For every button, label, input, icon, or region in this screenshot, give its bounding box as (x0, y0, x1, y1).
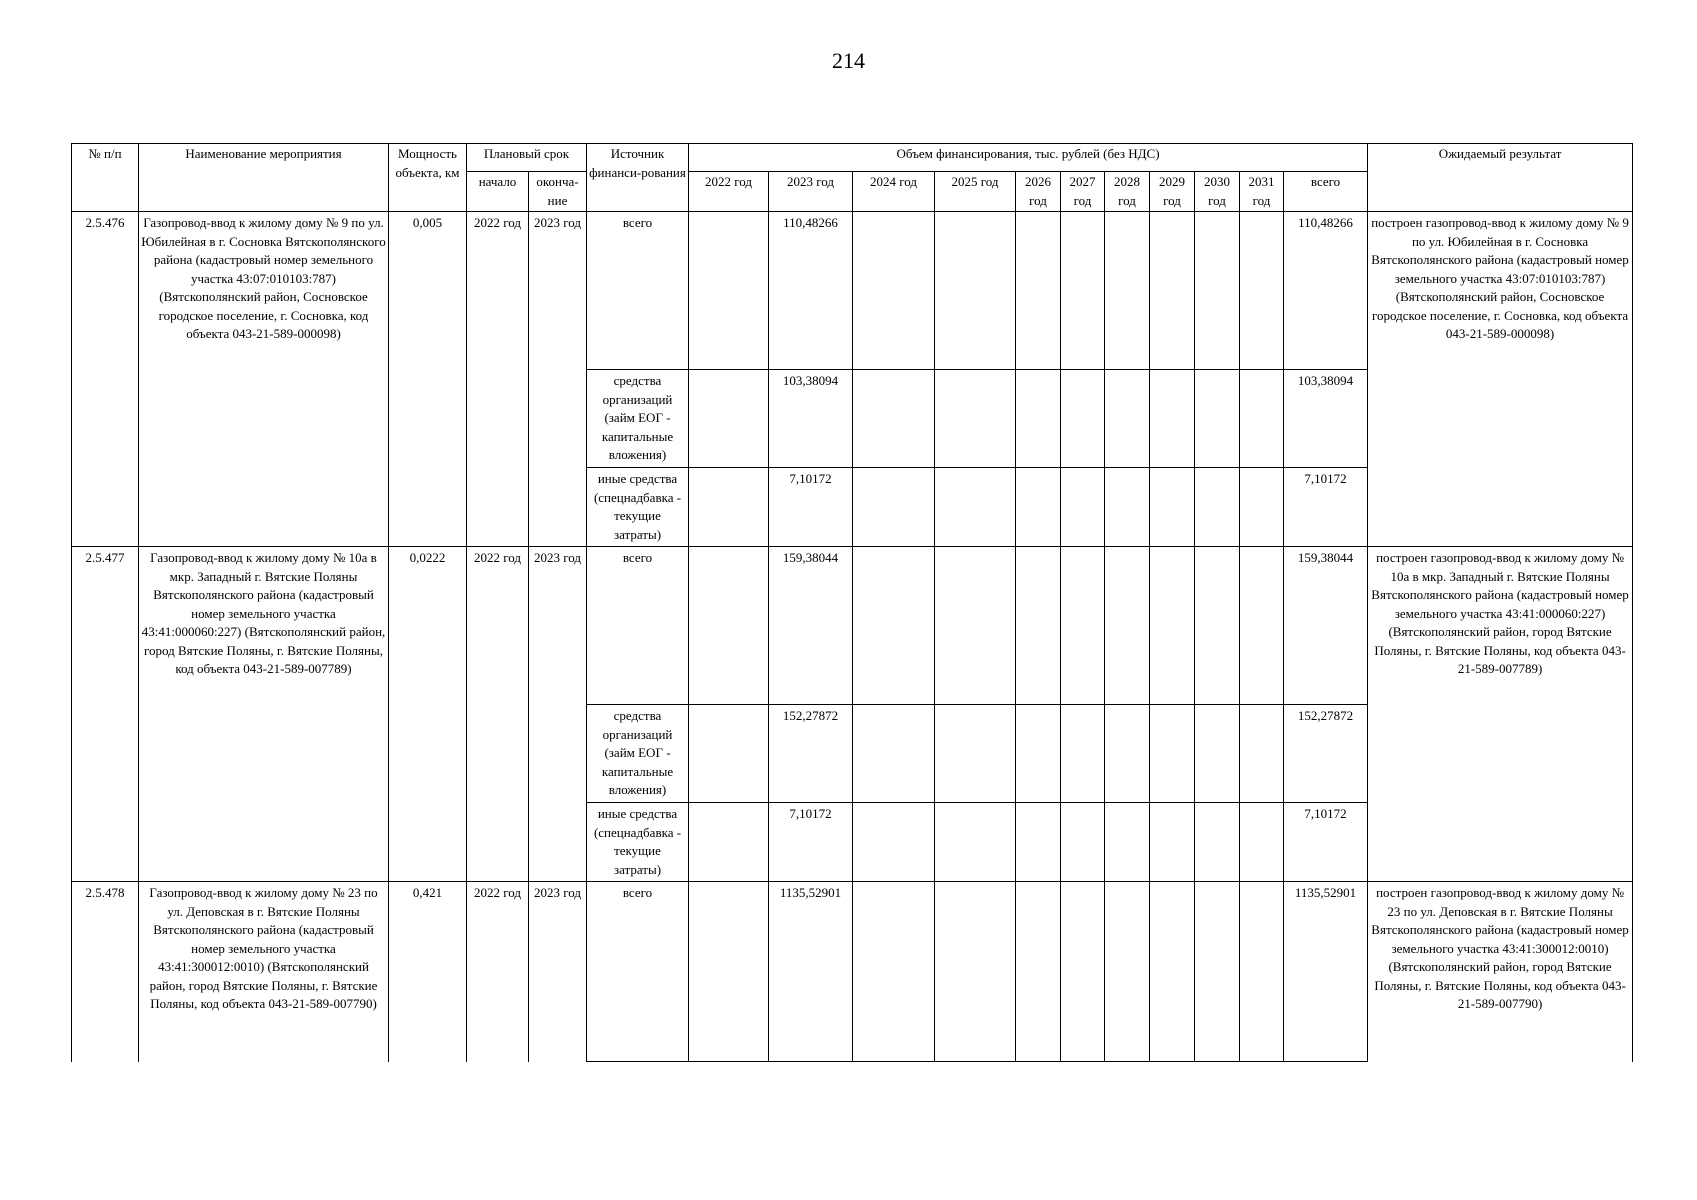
header-year: 2026 год (1016, 172, 1061, 212)
row-start: 2022 год (467, 212, 529, 547)
source-label: средства организаций (займ ЕОГ - капитальные вложения) (587, 705, 689, 803)
header-year: 2031 год (1240, 172, 1284, 212)
header-year: 2030 год (1195, 172, 1240, 212)
header-year: 2025 год (935, 172, 1016, 212)
value-total: 152,27872 (1284, 705, 1368, 803)
row-power: 0,421 (389, 882, 467, 1062)
row-end: 2023 год (529, 882, 587, 1062)
header-year: 2024 год (853, 172, 935, 212)
header-total: всего (1284, 172, 1368, 212)
value-2023: 1135,52901 (769, 882, 853, 1062)
source-label: иные средства (спецнадбавка - текущие затраты) (587, 803, 689, 882)
source-label: всего (587, 212, 689, 370)
row-num: 2.5.478 (72, 882, 139, 1062)
value-total: 7,10172 (1284, 468, 1368, 547)
value-2023: 110,48266 (769, 212, 853, 370)
row-name: Газопровод-ввод к жилому дому № 23 по ул. Деповская в г. Вятские Поляны Вятскополянского района (кадастровый номер земельного участка 43:41:300012:0010) (Вятскополянский район, город Вятские Поляны, г. Вятские Поляны, код объекта 043-21-589-007790) (139, 882, 389, 1062)
row-end: 2023 год (529, 212, 587, 547)
header-year: 2028 год (1105, 172, 1150, 212)
header-num: № п/п (72, 144, 139, 212)
row-result: построен газопровод-ввод к жилому дому № 9 по ул. Юбилейная в г. Сосновка Вятскополянского района (кадастровый номер земельного участка 43:07:010103:787) (Вятскополянский район, Сосновское городское поселение, г. Сосновка, код объекта 043-21-589-000098) (1368, 212, 1633, 547)
header-source: Источник финанси-рования (587, 144, 689, 212)
value-total: 1135,52901 (1284, 882, 1368, 1062)
row-power: 0,005 (389, 212, 467, 547)
header-year: 2022 год (689, 172, 769, 212)
header-power: Мощность объекта, км (389, 144, 467, 212)
value-2023: 103,38094 (769, 370, 853, 468)
row-num: 2.5.477 (72, 547, 139, 882)
value-2023: 7,10172 (769, 803, 853, 882)
page-number: 214 (832, 48, 865, 73)
row-result: построен газопровод-ввод к жилому дому № 10а в мкр. Западный г. Вятские Поляны Вятскополянского района (кадастровый номер земельного участка 43:41:000060:227) (Вятскополянский район, город Вятские Поляны, г. Вятские Поляны, код объекта 043-21-589-007789) (1368, 547, 1633, 882)
row-power: 0,0222 (389, 547, 467, 882)
row-result: построен газопровод-ввод к жилому дому № 23 по ул. Деповская в г. Вятские Поляны Вятскополянского района (кадастровый номер земельного участка 43:41:300012:0010) (Вятскополянский район, город Вятские Поляны, г. Вятские Поляны, код объекта 043-21-589-007790) (1368, 882, 1633, 1062)
row-name: Газопровод-ввод к жилому дому № 9 по ул. Юбилейная в г. Сосновка Вятскополянского района (кадастровый номер земельного участка 43:07:010103:787) (Вятскополянский район, Сосновское городское поселение, г. Сосновка, код объекта 043-21-589-000098) (139, 212, 389, 547)
value-total: 159,38044 (1284, 547, 1368, 705)
header-year: 2029 год (1150, 172, 1195, 212)
source-label: иные средства (спецнадбавка - текущие затраты) (587, 468, 689, 547)
value-total: 103,38094 (1284, 370, 1368, 468)
row-num: 2.5.476 (72, 212, 139, 547)
header-funding: Объем финансирования, тыс. рублей (без НДС) (689, 144, 1368, 172)
financing-table (71, 143, 1633, 1062)
header-name: Наименование мероприятия (139, 144, 389, 212)
table-row (72, 212, 1633, 370)
value-2023: 159,38044 (769, 547, 853, 705)
value-total: 7,10172 (1284, 803, 1368, 882)
source-label: всего (587, 547, 689, 705)
table-row (72, 547, 1633, 705)
value-total: 110,48266 (1284, 212, 1368, 370)
header-planned-term: Плановый срок (467, 144, 587, 172)
header-start: начало (467, 172, 529, 212)
row-name: Газопровод-ввод к жилому дому № 10а в мкр. Западный г. Вятские Поляны Вятскополянского района (кадастровый номер земельного участка 43:41:000060:227) (Вятскополянский район, город Вятские Поляны, г. Вятские Поляны, код объекта 043-21-589-007789) (139, 547, 389, 882)
source-label: всего (587, 882, 689, 1062)
header-result: Ожидаемый результат (1368, 144, 1633, 212)
header-year: 2027 год (1061, 172, 1105, 212)
source-label: средства организаций (займ ЕОГ - капитальные вложения) (587, 370, 689, 468)
header-year: 2023 год (769, 172, 853, 212)
value-2023: 152,27872 (769, 705, 853, 803)
table-row (72, 882, 1633, 1062)
row-start: 2022 год (467, 547, 529, 882)
row-start: 2022 год (467, 882, 529, 1062)
row-end: 2023 год (529, 547, 587, 882)
value-2023: 7,10172 (769, 468, 853, 547)
header-end: оконча-ние (529, 172, 587, 212)
